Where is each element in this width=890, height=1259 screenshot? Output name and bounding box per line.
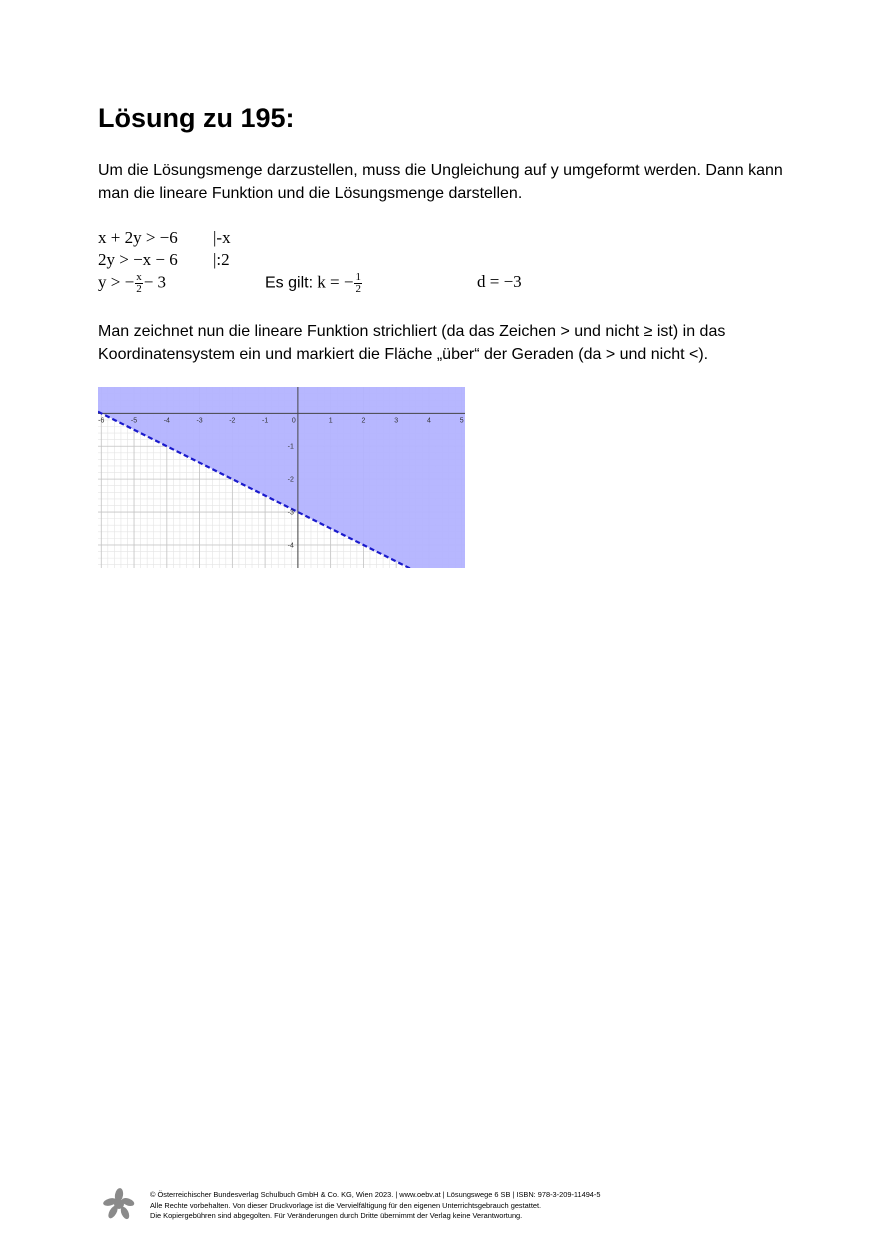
equation-3-right: − 3 xyxy=(143,272,167,292)
x-tick-label: 4 xyxy=(427,417,431,425)
equation-2-text: 2y > −x − 6 xyxy=(98,250,178,269)
operation-text: |-x xyxy=(213,228,231,247)
x-tick-label: -6 xyxy=(98,417,105,425)
x-tick-label: -5 xyxy=(130,417,138,425)
x-tick-label: -3 xyxy=(196,417,203,425)
fraction-numerator: 1 xyxy=(355,271,361,283)
equation-2-operation xyxy=(213,250,230,270)
intercept-text: d = −3 xyxy=(477,272,522,291)
equation-3-left: y > − xyxy=(98,272,135,292)
footer-line-2: Alle Rechte vorbehalten. Von dieser Druckvorlage ist die Vervielfältigung für den eigenen Unterrichtsgebrauch gestattet. xyxy=(150,1200,542,1210)
equation-line-1 xyxy=(98,228,178,248)
x-tick-label: 5 xyxy=(459,417,464,425)
x-tick-label: -2 xyxy=(229,417,236,425)
equation-1-text: x + 2y > −6 xyxy=(98,228,178,247)
fraction-x-over-2 xyxy=(135,272,143,295)
y-tick-label: -2 xyxy=(287,476,294,484)
operation-text: |:2 xyxy=(213,250,230,269)
footer-line-1: © Österreichischer Bundesverlag Schulbuch GmbH & Co. KG, Wien 2023. | www.oebv.at | Lösungswege 6 SB | ISBN: 978-3-209-11494-5 xyxy=(150,1190,601,1199)
slope-left: k = − xyxy=(317,272,354,292)
y-tick-label: -4 xyxy=(287,542,294,550)
intro-paragraph: Um die Lösungsmenge darzustellen, muss die Ungleichung auf y umgeformt werden. Dann kann man die lineare Funktion und die Lösungsmenge darstellen. xyxy=(98,162,783,202)
fraction-denominator: 2 xyxy=(355,283,361,295)
footer-copyright xyxy=(150,1190,790,1222)
y-tick-label: -3 xyxy=(287,509,294,517)
x-tick-label: 1 xyxy=(328,417,333,425)
es-gilt-label: Es gilt: xyxy=(265,274,314,292)
y-tick-label: -1 xyxy=(287,443,294,451)
x-tick-label: 0 xyxy=(291,417,296,425)
equation-line-2 xyxy=(98,250,178,270)
x-tick-label: -4 xyxy=(163,417,170,425)
solution-region xyxy=(98,387,465,568)
x-tick-label: -1 xyxy=(261,417,269,425)
slope-statement xyxy=(265,272,363,295)
fraction-numerator: x xyxy=(136,271,142,283)
fraction-denominator: 2 xyxy=(136,283,142,295)
page-title: Lösung zu 195: xyxy=(98,103,295,133)
publisher-logo-icon xyxy=(103,1188,135,1220)
x-tick-label: 3 xyxy=(394,417,399,425)
footer-line-3: Die Kopiergebühren sind abgegolten. Für Veränderungen durch Dritte übernimmt der Verlag keine Verantwortung. xyxy=(150,1211,523,1220)
x-tick-label: 2 xyxy=(361,417,366,425)
explanation-paragraph: Man zeichnet nun die lineare Funktion strichliert (da das Zeichen > und nicht ≥ ist) in das Koordinatensystem ein und markiert die Fläche „über“ der Geraden (da > und nicht <). xyxy=(98,323,726,363)
coordinate-graph xyxy=(98,387,465,568)
equation-1-operation xyxy=(213,228,231,248)
fraction-1-over-2 xyxy=(354,272,362,295)
equation-line-3 xyxy=(98,272,166,295)
intercept-statement xyxy=(477,272,522,292)
